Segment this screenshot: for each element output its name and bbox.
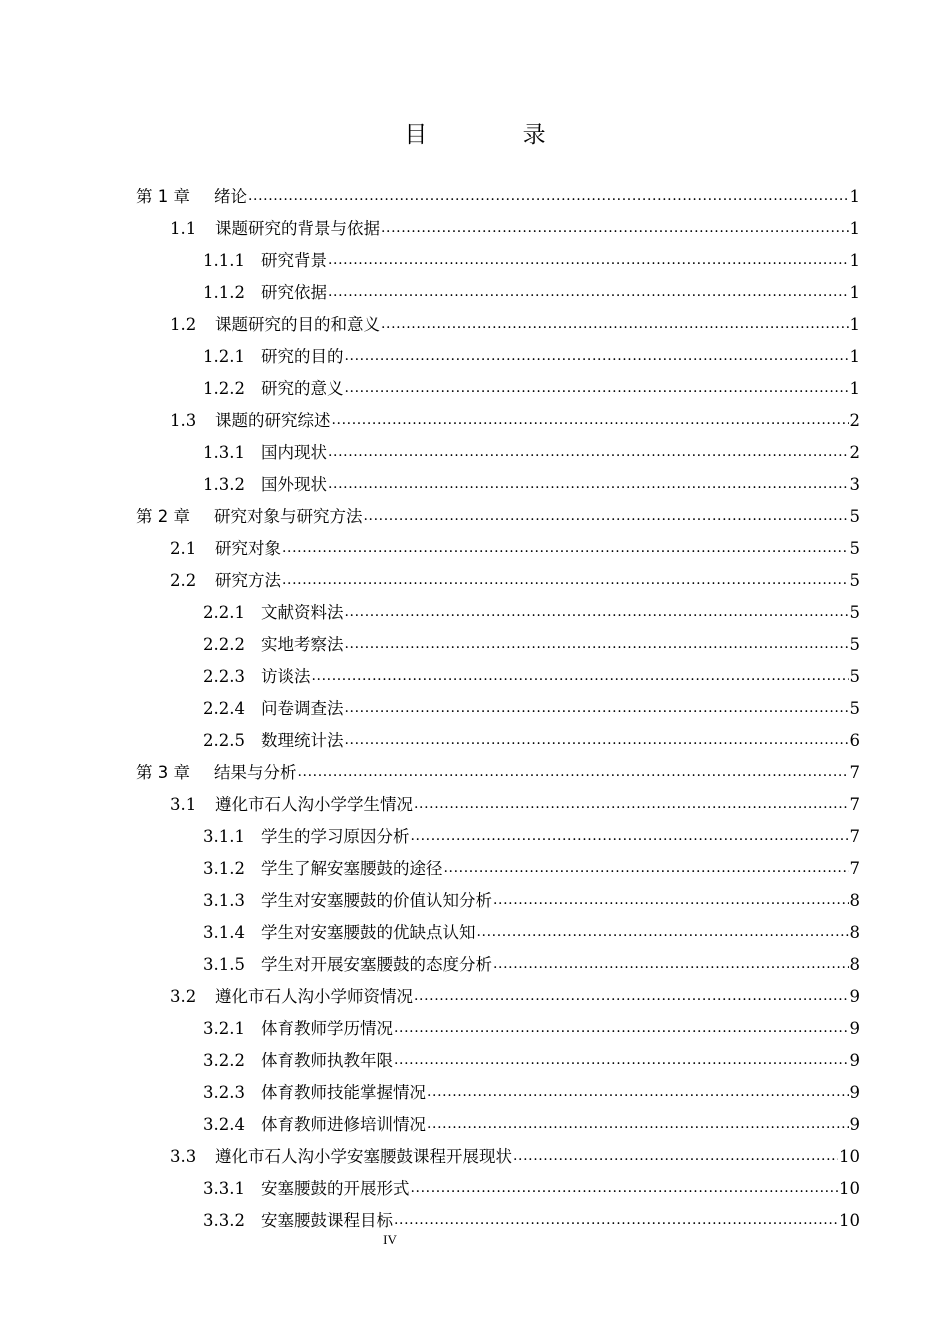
toc-entry-number: 3.3 [170, 1147, 197, 1166]
toc-dot-leader [477, 916, 849, 948]
toc-entry-page: 7 [849, 763, 860, 782]
toc-entry-title: 安塞腰鼓的开展形式 [261, 1179, 410, 1198]
toc-dot-leader [513, 1140, 838, 1172]
toc-dot-leader [394, 1012, 849, 1044]
toc-entry-title: 学生了解安塞腰鼓的途径 [261, 859, 443, 878]
toc-entry-title: 遵化市石人沟小学学生情况 [215, 795, 413, 814]
toc-entry-number: 3.2.3 [203, 1083, 245, 1102]
toc-entry-page: 8 [849, 891, 860, 910]
toc-entry-title: 研究依据 [261, 283, 327, 302]
toc-entry-page: 7 [849, 827, 860, 846]
toc-dot-leader [345, 692, 849, 724]
toc-dot-leader [312, 660, 849, 692]
toc-dot-leader [364, 500, 849, 532]
toc-entry-title: 学生对安塞腰鼓的优缺点认知 [261, 923, 476, 942]
toc-dot-leader [381, 212, 849, 244]
toc-entry-title: 遵化市石人沟小学师资情况 [215, 987, 413, 1006]
toc-entry-page: 1 [849, 379, 860, 398]
toc-entry-page: 5 [849, 507, 860, 526]
toc-dot-leader [282, 564, 849, 596]
toc-entry-page: 5 [849, 667, 860, 686]
toc-entry[interactable] [203, 917, 860, 949]
toc-entry[interactable] [170, 533, 860, 565]
toc-entry-number: 3.2.4 [203, 1115, 245, 1134]
toc-entry-number: 1.1 [170, 219, 197, 238]
toc-entry-title: 安塞腰鼓课程目标 [261, 1211, 393, 1230]
toc-entry-page: 9 [849, 1051, 860, 1070]
toc-entry-page: 8 [849, 923, 860, 942]
toc-entry-title: 学生对安塞腰鼓的价值认知分析 [261, 891, 492, 910]
page-number-footer: IV [383, 1232, 397, 1247]
toc-entry[interactable] [170, 309, 860, 341]
toc-entry-number: 2.2.1 [203, 603, 245, 622]
toc-dot-leader [493, 948, 849, 980]
toc-dot-leader [381, 308, 849, 340]
toc-entry-page: 5 [849, 571, 860, 590]
toc-entry-title: 国外现状 [261, 475, 327, 494]
toc-dot-leader [411, 1172, 839, 1204]
toc-entry-title: 绪论 [214, 187, 247, 206]
toc-entry-title: 文献资料法 [261, 603, 344, 622]
toc-entry[interactable] [203, 245, 860, 277]
toc-dot-leader [345, 372, 849, 404]
toc-entry-page: 9 [849, 987, 860, 1006]
toc-entry-page: 1 [849, 283, 860, 302]
toc-entry[interactable] [170, 981, 860, 1013]
toc-entry-page: 1 [849, 187, 860, 206]
toc-dot-leader [328, 244, 849, 276]
toc-entry-number: 1.2.1 [203, 347, 245, 366]
toc-entry[interactable] [203, 821, 860, 853]
toc-entry-page: 1 [849, 219, 860, 238]
toc-entry-number: 1.2 [170, 315, 197, 334]
toc-entry-number: 3.3.1 [203, 1179, 245, 1198]
toc-dot-leader [444, 852, 849, 884]
toc-entry-number: 3.1.1 [203, 827, 245, 846]
toc-entry-title: 课题研究的背景与依据 [215, 219, 380, 238]
toc-entry[interactable] [203, 661, 860, 693]
toc-dot-leader [328, 436, 849, 468]
toc-entry-number: 3.1.4 [203, 923, 245, 942]
toc-entry-number: 3.3.2 [203, 1211, 245, 1230]
toc-entry[interactable] [170, 405, 860, 437]
toc-entry-page: 10 [839, 1147, 860, 1166]
toc-entry-title: 研究的目的 [261, 347, 344, 366]
toc-entry-title: 访谈法 [261, 667, 311, 686]
toc-dot-leader [414, 980, 849, 1012]
toc-entry-page: 7 [849, 795, 860, 814]
toc-entry-page: 10 [839, 1211, 860, 1230]
toc-entry[interactable] [136, 757, 860, 789]
toc-entry[interactable] [203, 693, 860, 725]
toc-entry-page: 5 [849, 635, 860, 654]
toc-entry[interactable] [203, 725, 860, 757]
toc-entry-number: 3.2 [170, 987, 197, 1006]
toc-entry[interactable] [203, 1109, 860, 1141]
toc-entry-title: 研究对象 [215, 539, 281, 558]
toc-entry-page: 5 [849, 539, 860, 558]
toc-entry[interactable] [203, 1205, 860, 1237]
toc-dot-leader [248, 180, 849, 212]
toc-dot-leader [328, 276, 849, 308]
toc-entry[interactable] [203, 373, 860, 405]
toc-entry-page: 2 [849, 443, 860, 462]
toc-entry-number: 1.3.1 [203, 443, 245, 462]
toc-entry-title: 研究的意义 [261, 379, 344, 398]
toc-entry-number: 3.1.2 [203, 859, 245, 878]
toc-entry-number: 3.2.2 [203, 1051, 245, 1070]
toc-entry-page: 3 [849, 475, 860, 494]
toc-entry-number: 第 1 章 [136, 187, 190, 206]
toc-entry-number: 第 2 章 [136, 507, 190, 526]
toc-entry[interactable] [170, 213, 860, 245]
toc-entry[interactable] [136, 181, 860, 213]
toc-entry[interactable] [203, 949, 860, 981]
toc-entry-title: 研究背景 [261, 251, 327, 270]
toc-entry-title: 体育教师进修培训情况 [261, 1115, 426, 1134]
toc-entry-page: 1 [849, 315, 860, 334]
toc-entry[interactable] [170, 1141, 860, 1173]
toc-entry-title: 课题研究的目的和意义 [215, 315, 380, 334]
toc-entry-page: 6 [849, 731, 860, 750]
toc-entry-title: 遵化市石人沟小学安塞腰鼓课程开展现状 [215, 1147, 512, 1166]
toc-entry[interactable] [170, 789, 860, 821]
toc-entry-number: 2.2.4 [203, 699, 245, 718]
toc-entry[interactable] [203, 1173, 860, 1205]
toc-entry-title: 结果与分析 [214, 763, 297, 782]
toc-entry-number: 1.3.2 [203, 475, 245, 494]
toc-entry-title: 国内现状 [261, 443, 327, 462]
toc-entry-number: 2.2.5 [203, 731, 245, 750]
toc-dot-leader [345, 340, 849, 372]
toc-entry[interactable] [203, 1045, 860, 1077]
toc-dot-leader [414, 788, 849, 820]
toc-entry-page: 9 [849, 1115, 860, 1134]
toc-entry[interactable] [203, 341, 860, 373]
toc-entry-title: 体育教师执教年限 [261, 1051, 393, 1070]
toc-entry[interactable] [203, 277, 860, 309]
toc-entry[interactable] [136, 501, 860, 533]
toc-dot-leader [298, 756, 849, 788]
toc-entry-title: 课题的研究综述 [215, 411, 331, 430]
toc-dot-leader [345, 596, 849, 628]
toc-dot-leader [332, 404, 849, 436]
toc-dot-leader [493, 884, 849, 916]
toc-entry-page: 2 [849, 411, 860, 430]
toc-entry-number: 2.2.3 [203, 667, 245, 686]
toc-dot-leader [394, 1044, 849, 1076]
toc-entry[interactable] [203, 437, 860, 469]
toc-dot-leader [345, 628, 849, 660]
toc-entry-title: 数理统计法 [261, 731, 344, 750]
toc-entry[interactable] [203, 469, 860, 501]
toc-entry-page: 9 [849, 1019, 860, 1038]
toc-title: 目 录 [404, 122, 590, 148]
toc-entry-number: 3.2.1 [203, 1019, 245, 1038]
toc-entry-page: 1 [849, 347, 860, 366]
toc-entry-number: 1.2.2 [203, 379, 245, 398]
toc-entry-number: 2.2.2 [203, 635, 245, 654]
toc-entry-title: 研究对象与研究方法 [214, 507, 363, 526]
toc-entry-title: 学生对开展安塞腰鼓的态度分析 [261, 955, 492, 974]
toc-dot-leader [394, 1204, 838, 1236]
toc-entry-number: 1.3 [170, 411, 197, 430]
toc-entry-title: 问卷调查法 [261, 699, 344, 718]
toc-entry-number: 1.1.2 [203, 283, 245, 302]
toc-entry-title: 研究方法 [215, 571, 281, 590]
toc-dot-leader [328, 468, 849, 500]
toc-entry[interactable] [203, 629, 860, 661]
toc-dot-leader [427, 1076, 849, 1108]
toc-entry-title: 学生的学习原因分析 [261, 827, 410, 846]
toc-entry-page: 5 [849, 603, 860, 622]
toc-entry-number: 2.2 [170, 571, 197, 590]
toc-entry-page: 1 [849, 251, 860, 270]
toc-entry-number: 3.1 [170, 795, 197, 814]
toc-entry-number: 2.1 [170, 539, 197, 558]
toc-entry-page: 9 [849, 1083, 860, 1102]
toc-entry[interactable] [203, 597, 860, 629]
toc-entry[interactable] [170, 565, 860, 597]
toc-entry-page: 8 [849, 955, 860, 974]
toc-entry-page: 5 [849, 699, 860, 718]
toc-entry-number: 3.1.5 [203, 955, 245, 974]
toc-entry[interactable] [203, 885, 860, 917]
toc-entry[interactable] [203, 1013, 860, 1045]
toc-entry[interactable] [203, 853, 860, 885]
toc-entry-title: 实地考察法 [261, 635, 344, 654]
toc-entry-title: 体育教师技能掌握情况 [261, 1083, 426, 1102]
toc-entry-page: 7 [849, 859, 860, 878]
toc-entry-page: 10 [839, 1179, 860, 1198]
toc-dot-leader [427, 1108, 849, 1140]
toc-dot-leader [411, 820, 849, 852]
toc-entry-number: 第 3 章 [136, 763, 190, 782]
toc-dot-leader [345, 724, 849, 756]
toc-dot-leader [282, 532, 849, 564]
toc-entry-number: 3.1.3 [203, 891, 245, 910]
toc-entry[interactable] [203, 1077, 860, 1109]
toc-entry-number: 1.1.1 [203, 251, 245, 270]
toc-entry-title: 体育教师学历情况 [261, 1019, 393, 1038]
